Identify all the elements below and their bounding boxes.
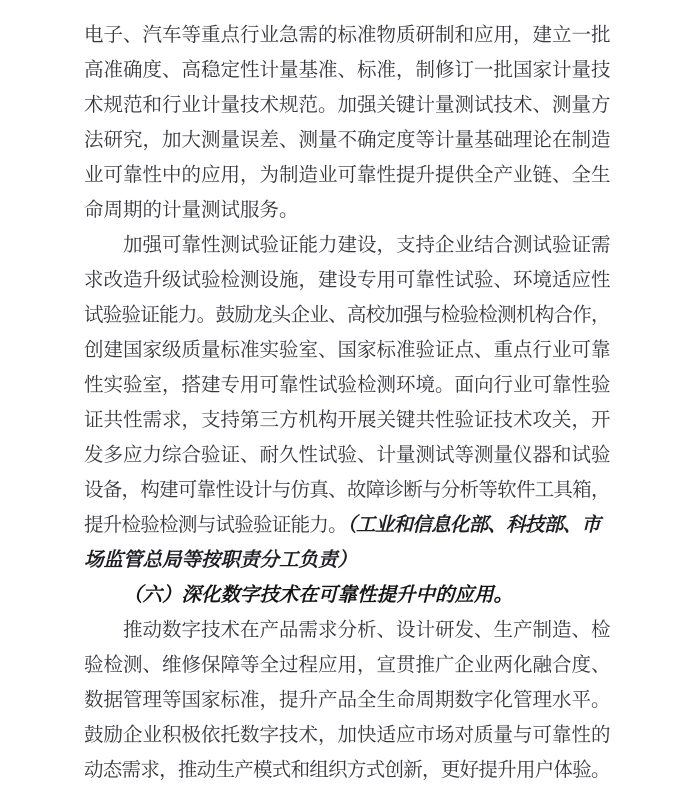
text-run: 证共性需求，支持第三方机构开展关键共性验证技术攻关，开 [84,408,611,431]
text-run: 业可靠性中的应用，为制造业可靠性提升提供全产业链、全生 [84,163,611,186]
text-run: 验检测、维修保障等全过程应用，宣贯推广企业两化融合度、 [84,653,611,676]
text-line [84,227,611,262]
heading-section-six [84,577,611,612]
text-line [84,17,611,52]
para-digital-technology [84,612,611,787]
text-line [84,157,611,192]
para-reliability-testing [84,227,611,577]
text-line [84,507,611,542]
text-run: 数据管理等国家标准，提升产品全生命周期数字化管理水平。 [84,688,611,711]
text-run: 发多应力综合验证、耐久性试验、计量测试等测量仪器和试验 [84,443,611,466]
text-line [84,647,611,682]
text-line [84,192,611,227]
text-line [84,717,611,752]
emphasis-text-run: 场监管总局等按职责分工负责） [84,548,358,571]
text-line [84,87,611,122]
text-line [84,122,611,157]
text-line [84,52,611,87]
text-line [84,542,611,577]
text-line [84,367,611,402]
text-run: 创建国家级质量标准实验室、国家标准验证点、重点行业可靠 [84,338,611,361]
text-run: 设备，构建可靠性设计与仿真、故障诊断与分析等软件工具箱， [84,478,610,501]
text-line [84,577,611,612]
text-line [84,332,611,367]
text-line [84,297,611,332]
text-run: 加强可靠性测试验证能力建设，支持企业结合测试验证需 [123,233,611,256]
text-run: 高准确度、高稳定性计量基准、标准，制修订一批国家计量技 [84,58,611,81]
text-line [84,437,611,472]
para-measurement-continuation [84,17,611,227]
emphasis-text-run: （工业和信息化部、科技部、市 [346,513,601,536]
text-run: 法研究，加大测量误差、测量不确定度等计量基础理论在制造 [84,128,611,151]
text-run: 性实验室，搭建专用可靠性试验检测环境。面向行业可靠性验 [84,373,611,396]
text-line [84,682,611,717]
text-run: 动态需求，推动生产模式和组织方式创新，更好提升用户体验。 [84,758,610,781]
text-line [84,612,611,647]
text-run: 鼓励企业积极依托数字技术，加快适应市场对质量与可靠性的 [84,723,611,746]
text-run: 命周期的计量测试服务。 [84,198,299,221]
text-run: 术规范和行业计量技术规范。加强关键计量测试技术、测量方 [84,93,611,116]
text-run: 试验验证能力。鼓励龙头企业、高校加强与检验检测机构合作， [84,303,610,326]
text-run: 求改造升级试验检测设施，建设专用可靠性试验、环境适应性 [84,268,611,291]
text-run: 提升检验检测与试验验证能力。 [84,513,347,536]
emphasis-text-run: （六）深化数字技术在可靠性提升中的应用。 [123,583,514,606]
text-run: 推动数字技术在产品需求分析、设计研发、生产制造、检 [123,618,611,641]
document-body [84,17,611,787]
text-line [84,262,611,297]
text-line [84,752,611,787]
text-run: 电子、汽车等重点行业急需的标准物质研制和应用，建立一批 [84,23,611,46]
text-line [84,402,611,437]
text-line [84,472,611,507]
